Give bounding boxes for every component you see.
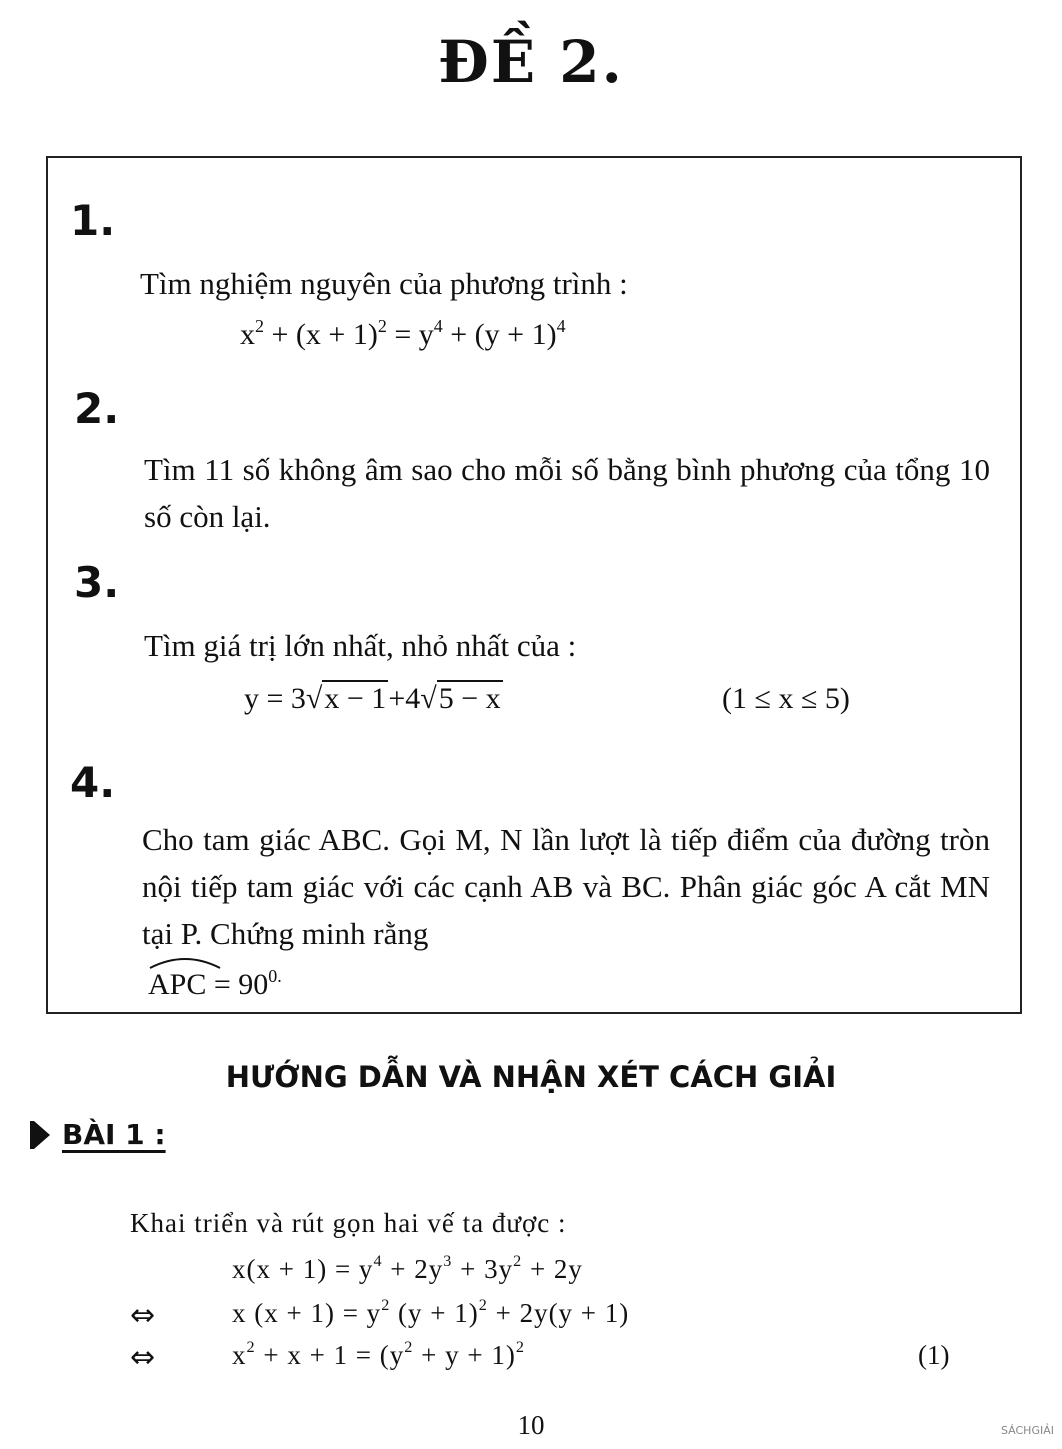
sqrt-sign: √x − 1 xyxy=(305,682,387,715)
problem-4-text: Cho tam giác ABC. Gọi M, N lần lượt là tiếp điểm của đường tròn nội tiếp tam giác với các cạnh AB và BC. Phân giác góc A cắt MN tại P. Chứng minh rằng xyxy=(142,822,990,951)
page-title: ĐỀ 2. xyxy=(438,28,624,96)
problem-3-formula: y = 3√x − 1+4√5 − x xyxy=(244,682,501,715)
problem-1-formula: $x^2 + (x + 1)^2 = y^4 + (y + 1)^4$ xyxy=(240,316,566,351)
problem-2-number: 2. xyxy=(74,384,120,433)
watermark: SÁCHGIẢI xyxy=(1000,1424,1054,1437)
problem-3-number: 3. xyxy=(74,558,120,607)
problem-3-text: Tìm giá trị lớn nhất, nhỏ nhất của : xyxy=(144,628,577,663)
bai-1-heading xyxy=(30,1118,166,1151)
equation-label: (1) xyxy=(918,1340,950,1370)
problem-4-number: 4. xyxy=(70,758,116,807)
angle-arc: APC xyxy=(148,968,206,1002)
solution-line-2: x $(x + 1) = y^2$ $(y + 1)^2 + 2y(y + 1)$ xyxy=(232,1296,630,1328)
problem-box xyxy=(46,156,1022,1014)
section-heading: HƯỚNG DẪN VÀ NHẬN XÉT CÁCH GIẢI xyxy=(225,1060,837,1094)
problem-1-number: 1. xyxy=(70,196,116,245)
solution-intro: Khai triển và rút gọn hai vế ta được : xyxy=(130,1208,567,1238)
arc-icon xyxy=(148,954,222,970)
bai-1-label: BÀI 1 : xyxy=(62,1118,166,1151)
page-number: 10 xyxy=(517,1410,545,1440)
problem-3-domain: (1 ≤ x ≤ 5) xyxy=(722,682,850,715)
equivalence-icon: ⇔ xyxy=(130,1298,156,1333)
equivalence-icon: ⇔ xyxy=(130,1340,156,1375)
problem-2-text: Tìm 11 số không âm sao cho mỗi số bằng bình phương của tổng 10 số còn lại. xyxy=(144,452,990,534)
solution-line-1: $x(x + 1) = y^4 + 2y^3 + 3y^2 + 2y$ xyxy=(232,1252,583,1284)
problem-4-angle-formula: APC = $90^{0.}$ xyxy=(148,968,282,1002)
problem-1-text: Tìm nghiệm nguyên của phương trình : xyxy=(140,266,628,301)
sqrt-sign: √5 − x xyxy=(420,682,501,715)
solution-line-3: $x^2 + x + 1 = (y^2 + y + 1)^2$ xyxy=(232,1338,525,1370)
triangle-bullet-icon xyxy=(30,1121,50,1149)
